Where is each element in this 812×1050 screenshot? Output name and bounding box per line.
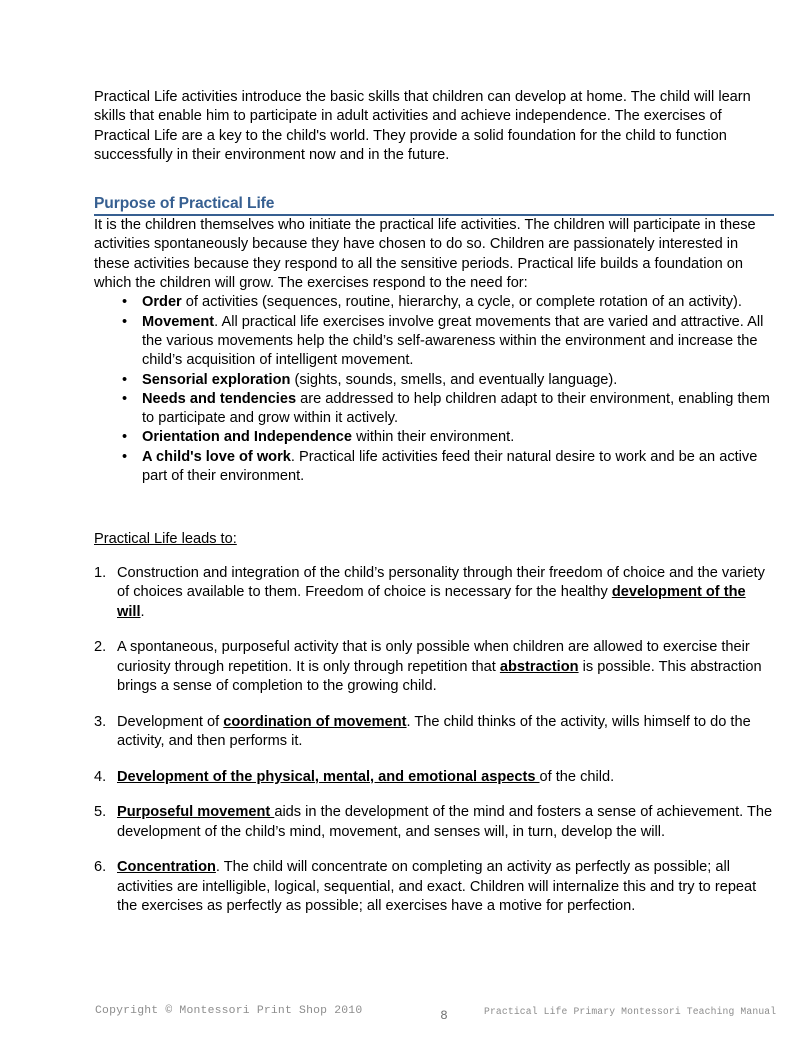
page-content <box>94 88 774 933</box>
item-text-post: . The child will concentrate on completing an activity as perfectly as possible; all activities are intelligible, logical, sequential, and exact. Children will internalize this and try to repeat the exercises as perfectly as possible; all exercises have a motive for perfection. <box>117 859 757 915</box>
item-text-pre: A spontaneous, purposeful activity that is only possible when children are allowed to exercise their curiosity through repetition. It is only through repetition that <box>117 639 750 675</box>
item-emphasis: development of the will <box>117 584 746 620</box>
bullet-lead-term: Orientation and Independence <box>142 429 353 446</box>
purpose-paragraph: It is the children themselves who initiate the practical life activities. The children will participate in these activities spontaneously because they have chosen to do so. Children are passionately interested in these activities because they respond to all the sensitive periods. Practical life builds a foundation on which the children will grow. The exercises respond to the need for: <box>94 217 756 292</box>
bullet-icon: • <box>122 390 128 407</box>
item-emphasis: Development of the physical, mental, and emotional aspects <box>117 768 540 785</box>
list-number: 4. <box>94 768 107 785</box>
item-text-pre: Development of <box>117 713 224 730</box>
footer-page-number: 8 <box>440 1009 448 1023</box>
footer-copyright: Copyright © Montessori Print Shop 2010 <box>95 1005 363 1017</box>
leads-to-numbered-list <box>94 564 774 917</box>
bullet-icon: • <box>122 313 128 330</box>
list-item <box>94 768 774 788</box>
bullet-lead-term: Movement <box>142 313 215 330</box>
list-item <box>94 803 774 842</box>
item-text-post: of the child. <box>539 768 615 785</box>
list-item <box>94 638 774 697</box>
list-number: 6. <box>94 859 107 876</box>
list-item <box>94 448 774 487</box>
bullet-lead-term: Sensorial exploration <box>142 371 291 388</box>
list-item <box>94 313 774 371</box>
bullet-lead-term: A child's love of work <box>142 448 291 465</box>
list-item <box>94 713 774 752</box>
bullet-text: of activities (sequences, routine, hierarchy, a cycle, or complete rotation of an activity). <box>181 294 742 311</box>
bullet-lead-term: Order <box>142 294 182 311</box>
bullet-text: . Practical life activities feed their natural desire to work and be an active part of their environment. <box>142 448 758 485</box>
item-emphasis: Purposeful movement <box>117 804 275 821</box>
item-text-pre: Construction and integration of the child’s personality through their freedom of choice and the variety of choices available to them. Freedom of choice is necessary for the healthy <box>117 564 765 601</box>
item-emphasis: coordination of movement <box>223 713 407 730</box>
list-number: 5. <box>94 804 107 821</box>
list-item <box>94 564 774 623</box>
bullet-text: . All practical life exercises involve great movements that are varied and attractive. All the various movements help the child’s self-awareness within the environment and increase the child’s acquisition of intelligent movement. <box>142 313 764 369</box>
bullet-icon: • <box>122 429 128 446</box>
item-text-post: aids in the development of the mind and fosters a sense of achievement. The development of the child’s mind, movement, and senses will, in turn, develop the will. <box>117 804 773 840</box>
footer-manual-title: Practical Life Primary Montessori Teaching Manual <box>484 1006 777 1017</box>
list-item <box>94 390 774 429</box>
item-emphasis: abstraction <box>499 658 579 675</box>
list-number: 1. <box>94 564 107 581</box>
section-heading-rule <box>94 195 774 216</box>
bullet-icon: • <box>122 448 128 465</box>
bullet-text: (sights, sounds, smells, and eventually language). <box>290 371 618 388</box>
bullet-lead-term: Needs and tendencies <box>142 390 297 407</box>
item-emphasis: Concentration <box>117 859 216 876</box>
purpose-bullet-list <box>94 293 774 486</box>
bullet-text: within their environment. <box>352 429 515 446</box>
list-number: 2. <box>94 639 107 656</box>
page-footer <box>0 1002 812 1042</box>
item-text-post: is possible. This abstraction brings a sense of completion to the growing child. <box>117 658 762 695</box>
list-item <box>94 293 774 312</box>
list-item <box>94 371 774 390</box>
item-text-post: . <box>140 603 145 620</box>
list-item <box>94 428 774 447</box>
item-text-post: . The child thinks of the activity, wills himself to do the activity, and then performs it. <box>117 713 751 750</box>
intro-paragraph: Practical Life activities introduce the basic skills that children can develop at home. The child will learn skills that enable him to participate in adult activities and achieve independence. The exercises of Practical Life are a key to the child's world. They provide a solid foundation for the child to function successfully in their environment now and in the future. <box>94 89 751 163</box>
list-number: 3. <box>94 713 107 730</box>
list-item <box>94 858 774 917</box>
bullet-text: are addressed to help children adapt to their environment, enabling them to participate and grow within it actively. <box>142 390 770 427</box>
bullet-icon: • <box>122 371 128 388</box>
leads-to-heading-wrap <box>94 486 774 549</box>
bullet-icon: • <box>122 294 128 311</box>
section-heading: Purpose of Practical Life <box>94 195 275 213</box>
leads-to-heading: Practical Life leads to: <box>94 531 237 548</box>
